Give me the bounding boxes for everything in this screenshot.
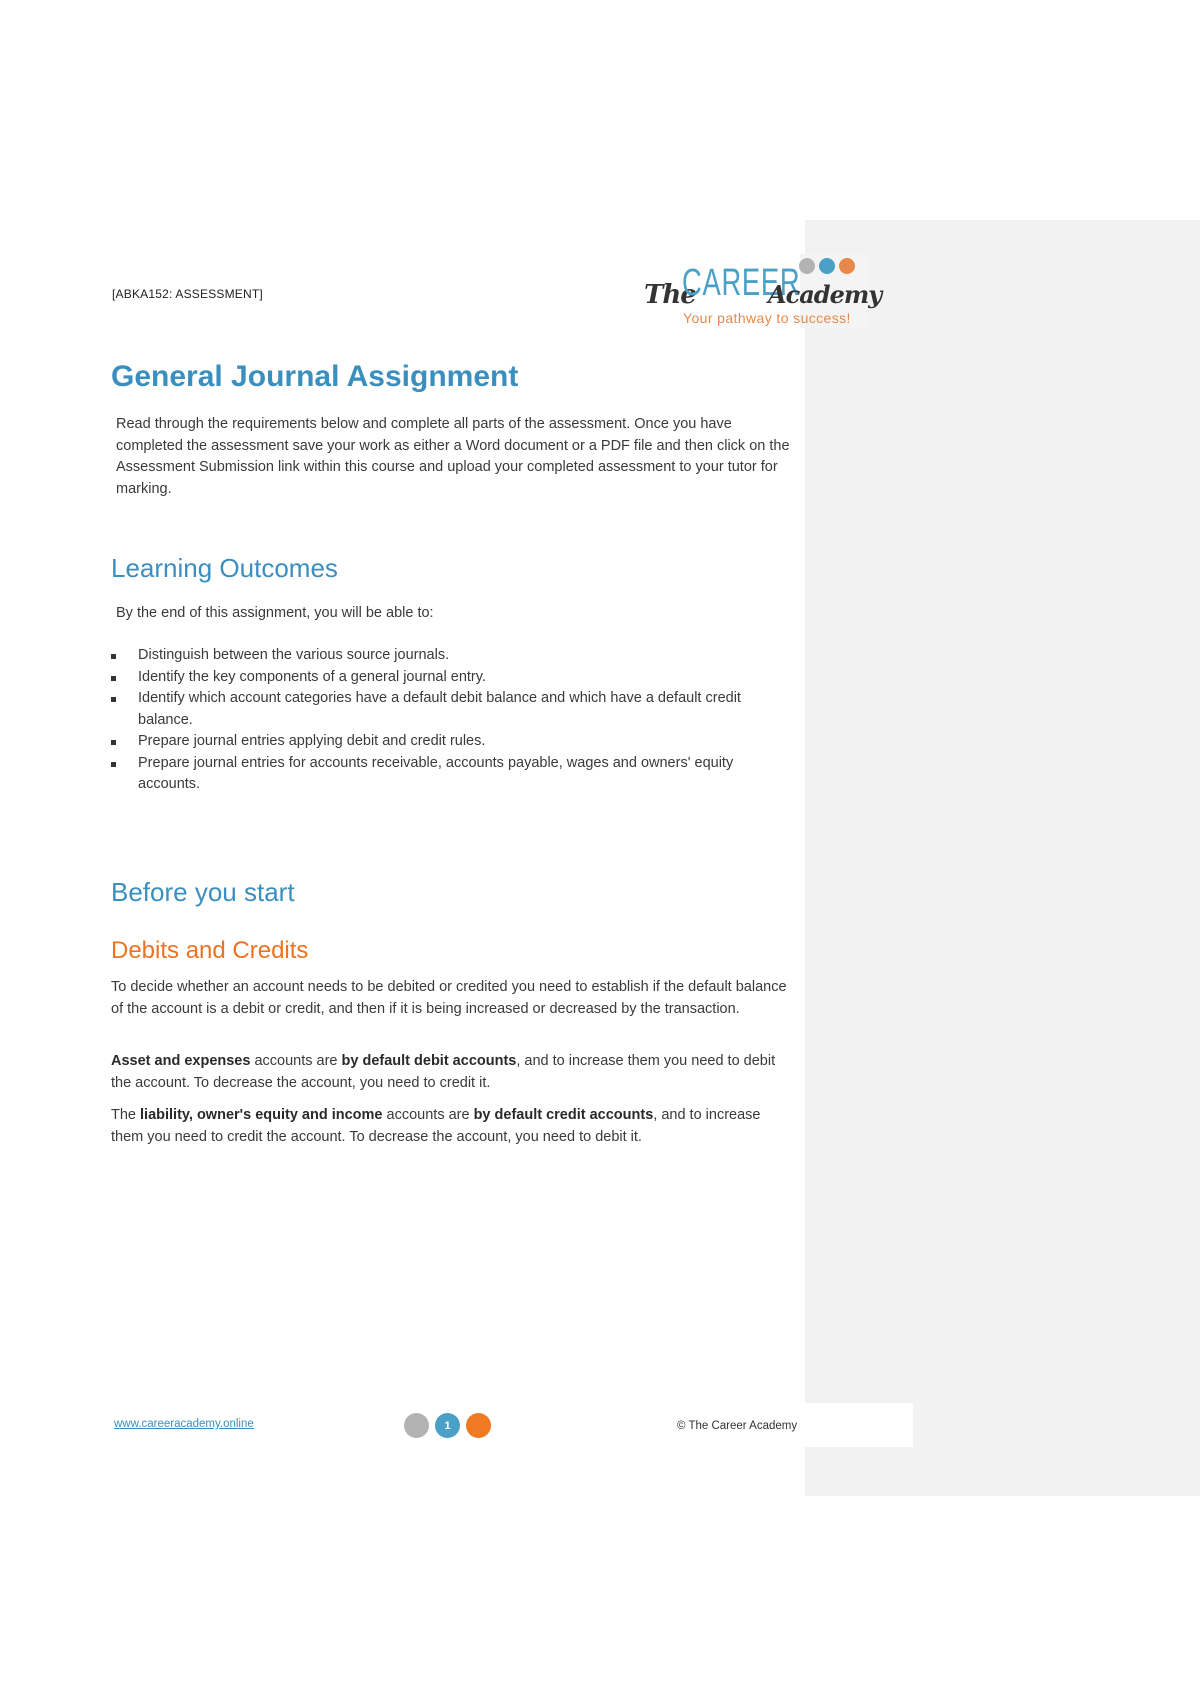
before-you-start-heading: Before you start [111, 877, 295, 907]
outcome-item: Identify the key components of a general journal entry. [111, 667, 791, 689]
text: The [111, 1107, 141, 1123]
header-tag: [ABKA152: ASSESSMENT] [112, 287, 263, 301]
learning-outcomes-heading: Learning Outcomes [111, 553, 338, 583]
outcome-item: Prepare journal entries applying debit and credit rules. [111, 731, 791, 753]
comment-sidebar [805, 220, 1200, 1496]
debits-credits-paragraph-3 [111, 1105, 791, 1148]
logo-dot-blue [819, 258, 835, 274]
logo-academy: Academy [768, 280, 882, 309]
footer-dot-orange [466, 1413, 491, 1438]
bold-text: Asset and expenses [111, 1053, 251, 1069]
debits-credits-paragraph-1: To decide whether an account needs to be debited or credited you need to establish if the default balance of the account is a debit or credit, and then if it is being increased or decreased by the transaction. [111, 979, 787, 1017]
footer-page-dots [404, 1413, 491, 1438]
text: accounts are [250, 1053, 342, 1069]
logo-the: The [644, 280, 696, 310]
career-academy-logo [640, 254, 882, 328]
logo-career: CAREER [682, 262, 801, 304]
text: , and to increase them you need to credit the account. To decrease the account, you need to debit it. [111, 1107, 761, 1145]
footer-dot-grey [404, 1413, 429, 1438]
footer-copyright: © The Career Academy [677, 1420, 798, 1432]
learning-outcomes-list [111, 645, 791, 796]
outcome-item: Identify which account categories have a default debit balance and which have a default credit balance. [111, 688, 791, 731]
text: , and to increase them you need to debit the account. To decrease the account, you need to credit it. [111, 1053, 776, 1091]
learning-outcomes-lead: By the end of this assignment, you will be able to: [116, 605, 434, 621]
outcome-item: Distinguish between the various source journals. [111, 645, 791, 667]
logo-dots [799, 258, 855, 274]
debits-credits-paragraph-2 [111, 1051, 791, 1094]
bold-text: liability, owner's equity and income [140, 1107, 383, 1123]
text: accounts are [382, 1107, 474, 1123]
bold-text: by default debit accounts [341, 1053, 517, 1069]
outcome-item: Prepare journal entries for accounts receivable, accounts payable, wages and owners' equity accounts. [111, 753, 791, 796]
footer-box [805, 1403, 913, 1447]
logo-dot-orange [839, 258, 855, 274]
bold-text: by default credit accounts [473, 1107, 654, 1123]
logo-dot-grey [799, 258, 815, 274]
logo-tagline: Your pathway to success! [683, 310, 851, 326]
page-title: General Journal Assignment [111, 360, 519, 393]
intro-paragraph: Read through the requirements below and complete all parts of the assessment. Once you have completed the assessment save your work as either a Word document or a PDF file and then click on the Assessment Submission link within this course and upload your completed assessment to your tutor for marking. [116, 416, 790, 497]
page-number: 1 [435, 1413, 460, 1438]
footer-website-link[interactable]: www.careeracademy.online [114, 1418, 254, 1430]
debits-credits-heading: Debits and Credits [111, 937, 309, 964]
